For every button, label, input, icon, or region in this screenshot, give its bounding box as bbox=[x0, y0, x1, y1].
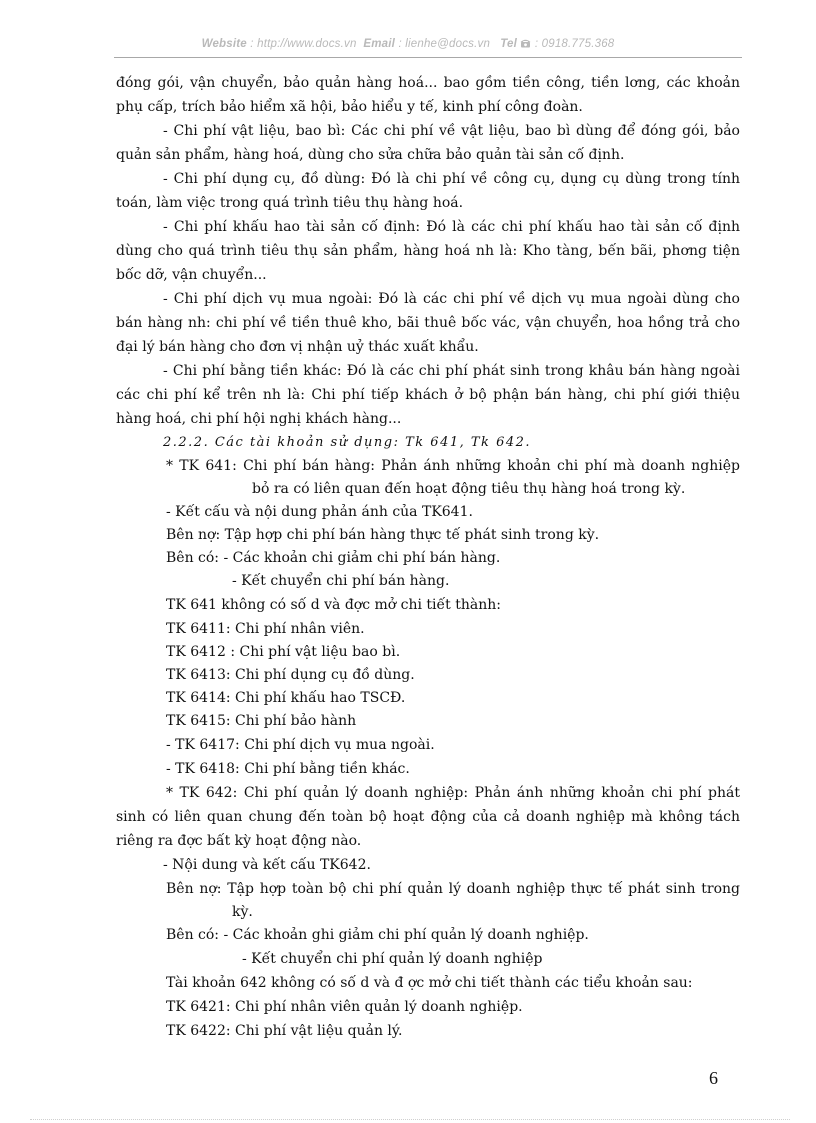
email-separator: : bbox=[395, 38, 406, 50]
list-item: TK 6412 : Chi phí vật liệu bao bì. bbox=[166, 644, 401, 660]
paragraph-line: Tài khoản 642 không có số d và đ ợc mở chi tiết thành các tiểu khoản sau: bbox=[166, 975, 693, 991]
list-item: TK 6414: Chi phí khấu hao TSCĐ. bbox=[166, 690, 406, 706]
header-rule bbox=[114, 57, 742, 58]
website-separator: : bbox=[246, 38, 258, 50]
paragraph-line: bốc dỡ, vận chuyển... bbox=[116, 267, 267, 283]
paragraph-line: phụ cấp, trích bảo hiểm xã hội, bảo hiểu y tế, kinh phí công đoàn. bbox=[116, 99, 583, 115]
paragraph-line: - Kết chuyển chi phí bán hàng. bbox=[232, 573, 450, 589]
paragraph-line: hàng hoá, chi phí hội nghị khách hàng... bbox=[116, 411, 402, 427]
paragraph-line: quản sản phẩm, hàng hoá, dùng cho sửa chữa bảo quản tài sản cố định. bbox=[116, 147, 625, 163]
paragraph-line: đại lý bán hàng cho đơn vị nhận uỷ thác xuất khẩu. bbox=[116, 339, 479, 355]
list-item: TK 6411: Chi phí nhân viên. bbox=[166, 621, 365, 637]
paragraph-line: Bên có: - Các khoản chi giảm chi phí bán hàng. bbox=[166, 550, 501, 566]
paragraph-line: toán, làm việc trong quá trình tiêu thụ hàng hoá. bbox=[116, 195, 464, 211]
paragraph-line: bán hàng nh: chi phí về tiền thuê kho, bãi thuê bốc vác, vận chuyển, hoa hồng trả cho bbox=[116, 315, 740, 331]
email-address[interactable]: lienhe@docs.vn bbox=[405, 38, 491, 50]
paragraph-line: riêng ra đợc bất kỳ hoạt động nào. bbox=[116, 833, 362, 849]
list-item: TK 6415: Chi phí bảo hành bbox=[166, 713, 357, 729]
paragraph-line: các chi phí kể trên nh là: Chi phí tiếp khách ở bộ phận bán hàng, chi phí giới thiệu bbox=[116, 387, 740, 403]
paragraph-line: - Chi phí dịch vụ mua ngoài: Đó là các chi phí về dịch vụ mua ngoài dùng cho bbox=[163, 291, 740, 307]
paragraph-line: kỳ. bbox=[232, 904, 253, 920]
paragraph-line: đóng gói, vận chuyển, bảo quản hàng hoá... bao gồm tiền công, tiền lơng, các khoản bbox=[116, 75, 740, 91]
paragraph-line: - Chi phí vật liệu, bao bì: Các chi phí về vật liệu, bao bì dùng để đóng gói, bảo bbox=[163, 123, 740, 139]
paragraph-line: * TK 642: Chi phí quản lý doanh nghiệp: Phản ánh những khoản chi phí phát bbox=[166, 785, 740, 801]
list-item: - TK 6418: Chi phí bằng tiền khác. bbox=[166, 761, 410, 777]
paragraph-line: Bên nợ: Tập hợp toàn bộ chi phí quản lý doanh nghiệp thực tế phát sinh trong bbox=[166, 881, 740, 897]
paragraph-line: bỏ ra có liên quan đến hoạt động tiêu thụ hàng hoá trong kỳ. bbox=[252, 481, 686, 497]
paragraph-line: - Kết cấu và nội dung phản ánh của TK641. bbox=[166, 504, 473, 520]
footer-rule bbox=[30, 1119, 790, 1120]
list-item: TK 6422: Chi phí vật liệu quản lý. bbox=[166, 1023, 403, 1039]
website-url[interactable]: http://www.docs.vn bbox=[257, 38, 357, 50]
paragraph-line: - Chi phí dụng cụ, đồ dùng: Đó là chi phí về công cụ, dụng cụ dùng trong tính bbox=[163, 171, 740, 187]
paragraph-line: - Chi phí khấu hao tài sản cố định: Đó là các chi phí khấu hao tài sản cố định bbox=[163, 219, 740, 235]
phone-icon bbox=[520, 38, 531, 50]
email-label: Email bbox=[363, 38, 396, 50]
list-item: TK 6413: Chi phí dụng cụ đồ dùng. bbox=[166, 667, 415, 683]
paragraph-line: sinh có liên quan chung đến toàn bộ hoạt động của cả doanh nghiệp mà không tách bbox=[116, 809, 740, 825]
paragraph-line: Bên nợ: Tập hợp chi phí bán hàng thực tế phát sinh trong kỳ. bbox=[166, 527, 600, 543]
section-heading: 2.2.2. Các tài khoản sử dụng: Tk 641, Tk 642. bbox=[163, 435, 532, 450]
website-label: Website bbox=[201, 38, 247, 50]
paragraph-line: * TK 641: Chi phí bán hàng: Phản ánh những khoản chi phí mà doanh nghiệp bbox=[166, 458, 740, 474]
tel-label: Tel bbox=[500, 38, 518, 50]
tel-separator: : bbox=[531, 38, 542, 50]
list-item: TK 6421: Chi phí nhân viên quản lý doanh nghiệp. bbox=[166, 999, 523, 1015]
paragraph-line: Bên có: - Các khoản ghi giảm chi phí quản lý doanh nghiệp. bbox=[166, 927, 589, 943]
tel-number: 0918.775.368 bbox=[541, 38, 615, 50]
paragraph-line: - Chi phí bằng tiền khác: Đó là các chi phí phát sinh trong khâu bán hàng ngoài bbox=[163, 363, 740, 379]
page-number: 6 bbox=[709, 1068, 718, 1088]
paragraph-line: TK 641 không có số d và đợc mở chi tiết thành: bbox=[166, 597, 501, 613]
paragraph-line: - Nội dung và kết cấu TK642. bbox=[163, 857, 371, 873]
paragraph-line: dùng cho quá trình tiêu thụ sản phẩm, hàng hoá nh là: Kho tàng, bến bãi, phơng tiện bbox=[116, 243, 740, 259]
paragraph-line: - Kết chuyển chi phí quản lý doanh nghiệp bbox=[242, 951, 543, 967]
list-item: - TK 6417: Chi phí dịch vụ mua ngoài. bbox=[166, 737, 435, 753]
page-header bbox=[0, 38, 816, 50]
